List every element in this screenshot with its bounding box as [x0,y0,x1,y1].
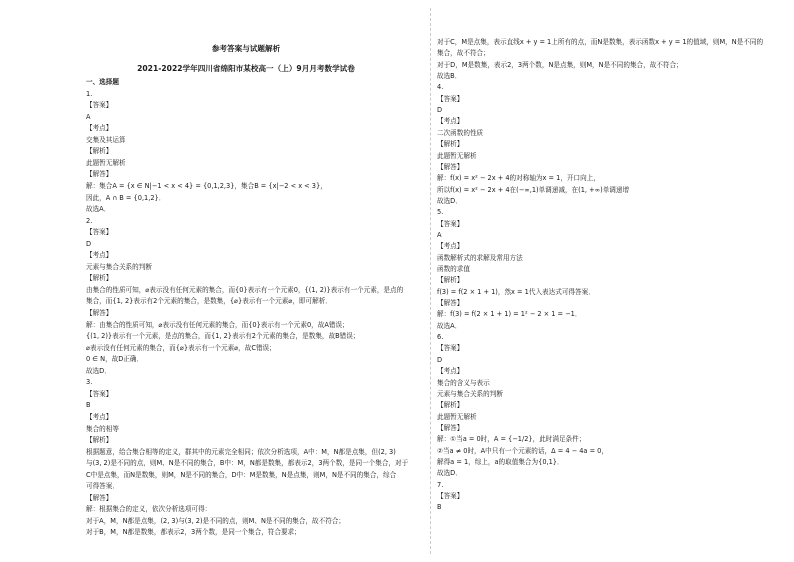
left-text-line: 3. [86,378,93,387]
right-text-line: 【解答】 [437,299,464,308]
right-text-line: 【解析】 [437,401,464,410]
right-text-line: 集合，故不符合； [437,49,490,58]
right-text-line: A [437,230,442,239]
left-text-line: 集合的相等 [86,424,119,433]
right-text-line: 7. [437,480,444,489]
left-text-line: 此题暂无解析 [86,158,126,167]
right-text-line: 故选D． [437,469,462,478]
right-text-line: 故选B． [437,72,462,81]
left-text-line: 对于B，M，N都是数集，都表示2，3两个数，是同一个集合，符合要求； [86,528,301,537]
left-text-line: 根据题意，给合集合相等的定义，群其中的元素完全相同；依次分析选项，A中：M，N都是点集，但(2, 3) [86,447,396,456]
right-text-line: 【答案】 [437,344,464,353]
right-text-line: 函数的求值 [437,265,470,273]
right-text-line: 5. [437,208,444,217]
left-text-line: B [86,401,91,410]
right-text-line: 【答案】 [437,492,464,500]
right-text-line: 故选A． [437,321,462,330]
left-text-line: 因此，A ∩ B = {0,1,2}． [86,193,166,202]
left-text-line: 元素与集合关系的判断 [86,262,152,271]
right-text-line: ②当a ≠ 0时，A中只有一个元素的话，Δ = 4 − 4a = 0， [437,446,608,455]
right-text-line: 【解析】 [437,276,464,285]
left-text-line: 【答案】 [86,101,113,110]
right-text-line: 解：f(3) = f(2 × 1 + 1) = 1² − 2 × 1 = −1． [437,310,582,319]
left-text-line: 【考点】 [86,412,113,421]
right-text-line: B [437,503,442,512]
left-text-line: 故选A． [86,205,111,214]
right-text-line: D [437,355,443,364]
right-text-line: 【答案】 [437,219,464,228]
right-text-line: 【解析】 [437,140,464,149]
left-text-line: 0 ∈ N，故D正确． [86,355,144,364]
left-text-line: ⌀表示没有任何元素的集合，而{⌀}表示有一个元素⌀，故C错误； [86,343,276,352]
right-text-line: 对于D，M是数集，表示2，3两个数，N是点集，则M，N是不同的集合，故不符合； [437,60,683,69]
right-text-line: 6. [437,333,444,342]
right-text-line: 所以f(x) = x² − 2x + 4在(−∞,1)单调递减，在(1, +∞)单调递增 [437,185,630,194]
left-text-line: 【考点】 [86,124,113,133]
left-text-line: 解：由集合的性质可知，⌀表示没有任何元素的集合，而{0}表示有一个元素0，故A错误； [86,320,349,329]
left-text-line: 1. [86,89,93,98]
left-text-line: 【解析】 [86,436,113,445]
left-text-line: 【考点】 [86,251,113,260]
right-text-line: 元素与集合关系的判断 [437,389,503,398]
right-text-line: 解得a = 1，综上，a的取值集合为{0,1}． [437,457,564,466]
right-text-line: 【解答】 [437,423,464,432]
right-text-line: 二次函数的性质 [437,128,484,137]
right-text-line: 函数解析式的求解及常用方法 [437,253,523,262]
left-text-line: 对于A，M，N都是点集，(2, 3)与(3, 2)是不同的点，则M、N是不同的集合，故不符合； [86,516,346,525]
right-text-line: 【答案】 [437,94,464,103]
right-text-line: 【解答】 [437,162,464,171]
left-text-line: 集合，而{1, 2}表示有2个元素的集合，是数集，{⌀}表示有一个元素⌀，即可解析． [86,297,332,306]
left-text-line: 可得答案． [86,482,119,491]
document-title: 参考答案与试题解析 [211,44,281,53]
right-text-line: 【考点】 [437,367,464,376]
left-text-line: D [86,239,92,248]
left-text-line: 故选D． [86,366,111,375]
left-text-line: A [86,112,91,121]
right-text-line: 解：①当a = 0时，A = {−1/2}，此时满足条件； [437,435,586,444]
right-text-line: 故选D． [437,196,462,205]
right-text-line: D [437,106,443,115]
right-text-line: 此题暂无解析 [437,412,477,421]
left-text-line: 【解答】 [86,170,113,179]
left-text-line: 【解析】 [86,274,113,283]
left-text-line: 【答案】 [86,228,113,237]
left-text-line: 一、选择题 [86,78,119,86]
left-text-line: 与(3, 2)是不同的点，则M、N是不同的集合，B中：M，N都是数集，都表示2，3两个数，是同一个集合，对于 [86,459,409,468]
left-text-line: 交集及其运算 [86,135,126,144]
left-text-line: C中是点集，而N是数集，则M，N是不同的集合，D中：M是数集，N是点集，则M，N是不同的集合，综合 [86,470,397,479]
right-text-line: 解：f(x) = x² − 2x + 4的对称轴为x = 1，开口向上， [437,174,600,183]
left-text-line: 【解析】 [86,147,113,156]
right-text-line: 集合的含义与表示 [437,378,490,387]
left-text-line: 解：根据集合的定义，依次分析选项可得： [86,505,212,514]
right-text-line: 4. [437,83,444,92]
column-divider [430,8,431,554]
left-text-line: 解：集合A = {x ∈ N|−1 < x < 4} = {0,1,2,3}，集合B = {x|−2 < x < 3}， [86,181,327,190]
left-text-line: {(1, 2)}表示有一个元素，是点的集合，而{1, 2}表示有2个元素的集合，是数集，故B错误； [86,332,360,341]
left-text-line: 2. [86,216,93,225]
right-text-line: 对于C，M是点集，表示直线x + y = 1上所有的点，而N是数集，表示函数x + y = 1的值域，则M，N是不同的 [437,38,764,46]
right-text-line: 此题暂无解析 [437,151,477,160]
left-text-line: 由集合的性质可知，⌀表示没有任何元素的集合，而{0}表示有一个元素0，{(1, 2)}表示有一个元素，是点的 [86,285,404,294]
left-text-line: 【解答】 [86,493,113,502]
document-subtitle: 2021-2022学年四川省绵阳市某校高一（上）9月月考数学试卷 [137,64,355,73]
left-text-line: 【答案】 [86,389,113,398]
left-text-line: 【解答】 [86,309,113,317]
right-text-line: f(3) = f(2 × 1 + 1)，然x = 1代入表达式可得答案． [437,287,595,296]
right-text-line: 【考点】 [437,242,464,251]
right-text-line: 【考点】 [437,117,464,126]
